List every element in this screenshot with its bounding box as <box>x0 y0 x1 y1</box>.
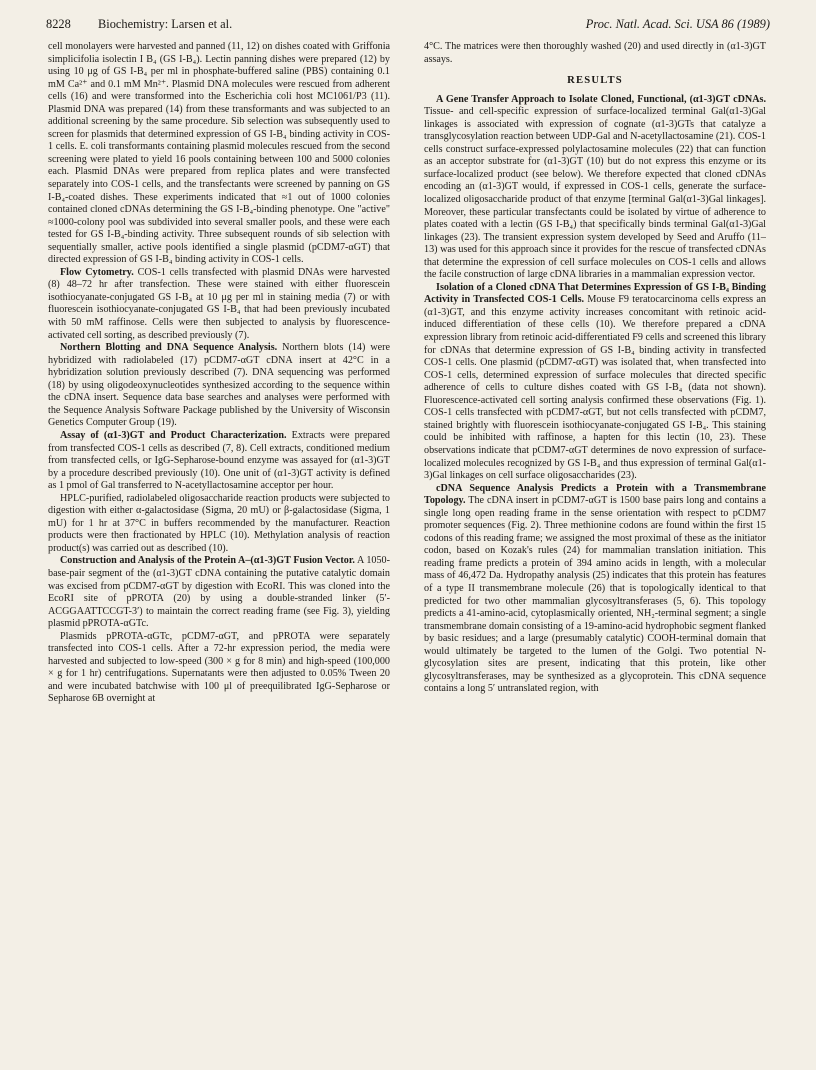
page-number: 8228 <box>46 17 71 31</box>
paragraph-title: Flow Cytometry. <box>60 266 134 278</box>
paragraph <box>424 483 766 696</box>
paragraph-title: Northern Blotting and DNA Sequence Analysis. <box>60 342 278 354</box>
paragraph-title: Assay of (α1-3)GT and Product Characterization. <box>60 429 287 441</box>
paragraph <box>48 555 390 630</box>
paragraph <box>424 94 766 282</box>
right-column <box>424 41 766 696</box>
paragraph-title: Isolation of a Cloned cDNA That Determines Expression of GS I-B₄ Binding Activity in Transfected COS-1 Cells. <box>424 281 766 306</box>
paragraph-body: A 1050-base-pair segment of the (α1-3)GT cDNA containing the putative catalytic domain was excised from pCDM7-αGT by digestion with EcoRI. This was cloned into the EcoRI site of pPROTA (20) by using a double-stranded linker (5′-ACGGAATTCCGT-3′) to maintain the correct reading frame (see Fig. 3), yielding plasmid pPROTA-αGTc. <box>48 555 390 630</box>
paragraph-body: Mouse F9 teratocarcinoma cells express an (α1-3)GT, and this enzyme activity increases concomitant with retinoic acid-induced differentiation of these cells (10). We therefore prepared a cDNA expression library from retinoic acid-differentiated F9 cells and screened this library for cDNAs that determine expression of GS I-B₄ binding activity in transfected COS-1 cells. One plasmid (pCDM7-αGT) was isolated that, when transfected into COS-1 cells, determined expression of surface molecules that directed specific adherence of cells to culture dishes coated with GS I-B₄ (data not shown). Fluorescence-activated cell sorting analysis confirmed these observations (Fig. 1). COS-1 cells transfected with pCDM7-αGT, but not cells transfected with pCDM7, stained brightly with fluorescein isothiocyanate-conjugated GS I-B₄. This staining could be inhibited with raffinose, a hapten for this lectin (10, 23). These observations indicate that pCDM7-αGT determines de novo expression of surface-localized molecules recognized by GS I-B₄ and thus expression of terminal Gal(α1-3)Gal linkages on cell surface oligosaccharides (23). <box>424 294 766 482</box>
paragraph-title: Construction and Analysis of the Protein A–(α1-3)GT Fusion Vector. <box>60 555 355 567</box>
paragraph <box>48 342 390 430</box>
paragraph <box>48 430 390 493</box>
running-head-left: Biochemistry: Larsen et al. <box>98 17 233 31</box>
paragraph-body: The cDNA insert in pCDM7-αGT is 1500 base pairs long and contains a single long open reading frame in the sense orientation with respect to pCDM7 promoter sequences (Fig. 2). Three methionine codons are found within the first 15 codons of this reading frame; we assigned the most proximal of these as the initiator codon, based on Kozak's rules (24) for mammalian translation initiation. This reading frame predicts a protein of 394 amino acids in length, with a molecular mass of 46,472 Da. Hydropathy analysis (25) indicates that this protein has features of a type II transmembrane molecule (26) that is topologically identical to that predicted for two other mammalian glycosyltransferases (5, 6). This topology predicts a 41-amino-acid, cytoplasmically oriented, NH₂-terminal segment; a single transmembrane domain consisting of a 19-amino-acid hydrophobic segment flanked by basic residues; and a large (presumably catalytic) COOH-terminal domain that would ultimately be targeted to the lumen of the Golgi. Two potential N-glycosylation sites are present, indicating that this protein, like other glycosyltransferases, may be synthesized as a glycoprotein. This cDNA sequence contains a long 5′ untranslated region, with <box>424 495 766 695</box>
paragraph: cell monolayers were harvested and panned (11, 12) on dishes coated with Griffonia simplicifolia isolectin I B₄ (GS I-B₄). Lectin panning dishes were prepared (12) by using 10 μg of GS I-B₄ per ml in phosphate-buffered saline (PBS) containing 0.1 mM Ca²⁺ and 0.1 mM Mn²⁺. Plasmid DNA molecules were rescued from adherent cells (16) and were transformed into the Escherichia coli host MC1061/P3 (11). Plasmid DNA was prepared (14) from these transformants and was subjected to an additional screening by the same procedure. Sib selection was subsequently used to screen for plasmids that determined expression of GS I-B₄ binding activity in COS-1 cells. E. coli transformants containing plasmid molecules rescued from the second screening were plated to yield 16 pools containing between 100 and 5000 colonies each. Plasmid DNAs were prepared from replica plates and were transfected separately into COS-1 cells, and the transfectants were screened by panning on GS I-B₄-coated dishes. These experiments indicated that ≈1 out of 1000 colonies contained cloned cDNAs determining the GS I-B₄-binding phenotype. One "active" ≈1000-colony pool was subdivided into several smaller pools, and these were each tested for GS I-B₄-binding activity. Three subsequent rounds of sib selection with sequentially smaller, active pools identified a single plasmid (pCDM7-αGT) that directed expression of GS I-B₄ binding activity in COS-1 cells. <box>48 41 390 266</box>
paragraph: HPLC-purified, radiolabeled oligosaccharide reaction products were subjected to digestion with either α-galactosidase (Sigma, 20 mU) or β-galactosidase (Sigma, 1 mU) for 1 hr at 37°C in buffers recommended by the manufacturer. Reaction products were then fractionated by HPLC (10). Methylation analysis of reaction product(s) was carried out as described (10). <box>48 492 390 554</box>
paragraph <box>424 282 766 483</box>
paragraph: 4°C. The matrices were then thoroughly washed (20) and used directly in (α1-3)GT assays. <box>424 41 766 65</box>
paragraph-body: Extracts were prepared from transfected COS-1 cells as described (7, 8). Cell extracts, conditioned medium from transfected cells, or IgG-Sepharose-bound enzyme was assayed for (α1-3)GT by a procedure described previously (10). One unit of (α1-3)GT activity is defined as 1 pmol of Gal transferred to N-acetyllactosamine acceptor per hour. <box>48 429 390 492</box>
left-column <box>48 41 390 706</box>
section-heading-results: RESULTS <box>567 75 623 87</box>
running-head-right: Proc. Natl. Acad. Sci. USA 86 (1989) <box>585 17 770 31</box>
paragraph-body: Tissue- and cell-specific expression of surface-localized terminal Gal(α1-3)Gal linkages is associated with expression of cognate (α1-3)GTs that catalyze a transglycosylation reaction between UDP-Gal and N-acetyllactosamine (21). COS-1 cells construct surface-expressed polylactosamine molecules (22) that can function as an acceptor substrate for (α1-3)GT (10) but do not express this enzyme or its surface-localized product (see below). We therefore expected that cloned cDNAs encoding an (α1-3)GT would, if expressed in COS-1 cells, generate the surface-localized oligosaccharide product of that enzyme [terminal Gal(α1-3)Gal linkages]. Moreover, these particular transfectants could be isolated by virtue of adherence to plates coated with a lectin (GS I-B₄) that specifically binds terminal Gal(α1-3)Gal linkages (23). The transient expression system developed by Seed and Aruffo (11–13) was used for this approach since it provides for the rescue of transfected cDNAs that determine the expression of cell surface molecules on COS-1 cells and allows the facile construction of large cDNA libraries in a mammalian expression vector. <box>424 106 766 281</box>
paragraph-title: cDNA Sequence Analysis Predicts a Protein with a Transmembrane Topology. <box>424 482 766 507</box>
paragraph-title: A Gene Transfer Approach to Isolate Cloned, Functional, (α1-3)GT cDNAs. <box>436 93 766 105</box>
paragraph <box>48 267 390 342</box>
paragraph: Plasmids pPROTA-αGTc, pCDM7-αGT, and pPROTA were separately transfected into COS-1 cells. After a 72-hr expression period, the media were harvested and subjected to low-speed (300 × g for 8 min) and high-speed (100,000 × g for 1 hr) centrifugations. Supernatants were then adjusted to 0.05% Tween 20 and were incubated batchwise with 100 μl of preequilibrated IgG-Sepharose or Sepharose 6B overnight at <box>48 630 390 705</box>
paragraph-body: Northern blots (14) were hybridized with radiolabeled (17) pCDM7-αGT cDNA insert at 42°C in a hybridization solution previously described (7). DNA sequencing was performed (18) by using oligodeoxynucleotides synthesized according to the sequence within the cDNA insert. Sequence data base searches and analyses were performed with the Sequence Analysis Software Package published by the University of Wisconsin Genetics Computer Group (19). <box>48 342 390 429</box>
paragraph-body: COS-1 cells transfected with plasmid DNAs were harvested (8) 48–72 hr after transfection. These were stained with either fluorescein isothiocyanate-conjugated GS I-B₄ at 10 μg per ml in staining media (7) or with fluorescein isothiocyanate-conjugated GS I-B₄ that had been previously incubated with 50 mM raffinose. Cells were then subjected to analysis by fluorescence-activated cell sorting, as described previously (7). <box>48 266 390 341</box>
page-header <box>46 14 770 34</box>
